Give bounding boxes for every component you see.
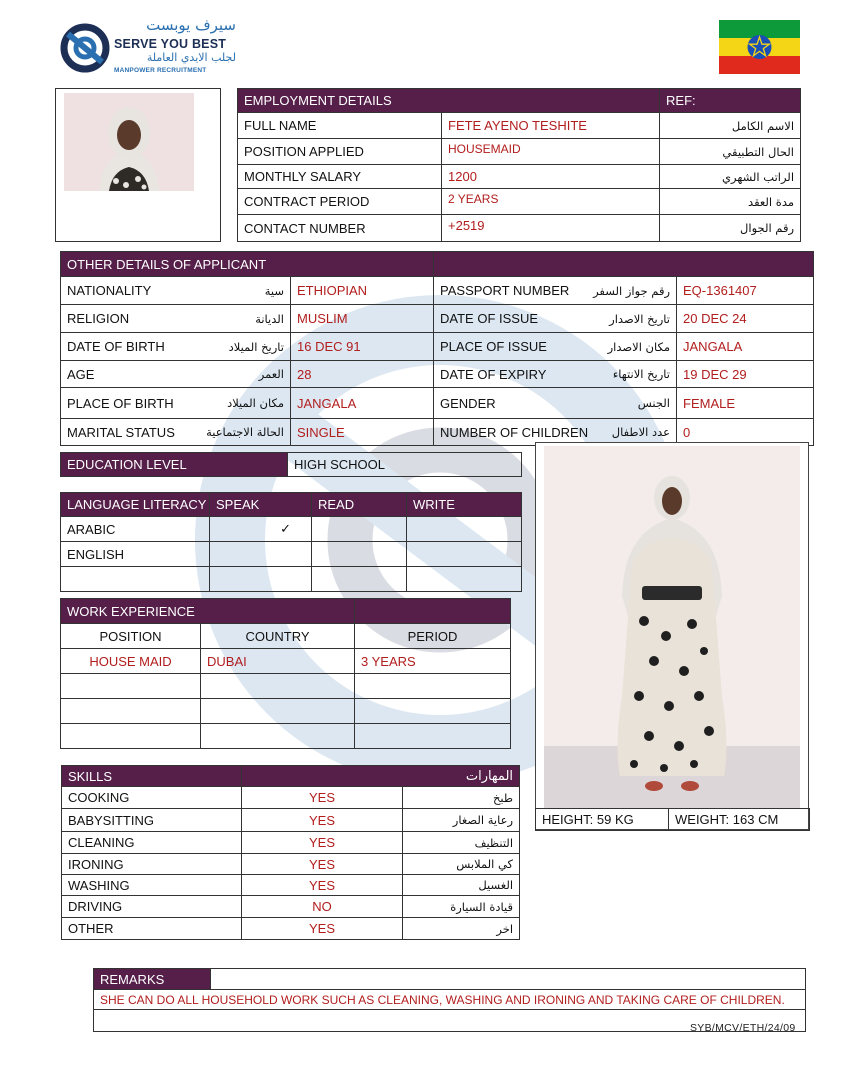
religion-value: MUSLIM bbox=[291, 305, 434, 333]
skill-row bbox=[62, 832, 520, 854]
position-applied-arabic: الحال التطبيقي bbox=[660, 139, 801, 165]
language-row bbox=[61, 567, 522, 592]
date-of-birth-label: DATE OF BIRTH bbox=[67, 339, 165, 354]
gender-arabic: الجنس bbox=[637, 396, 671, 410]
work-period: 3 YEARS bbox=[355, 649, 511, 674]
work-row bbox=[61, 649, 511, 674]
place-of-birth-arabic: مكان الميلاد bbox=[227, 396, 284, 410]
skill-value: YES bbox=[242, 918, 403, 940]
number-of-children-arabic: عدد الاطفال bbox=[611, 425, 671, 439]
full-name-arabic: الاسم الكامل bbox=[660, 113, 801, 139]
height-label: HEIGHT: 59 KG bbox=[536, 809, 669, 831]
work-experience-title: WORK EXPERIENCE bbox=[61, 599, 355, 624]
skill-arabic: اخر bbox=[403, 918, 520, 940]
contract-period-arabic: مدة العقد bbox=[660, 189, 801, 215]
skill-value: YES bbox=[242, 854, 403, 875]
language-row bbox=[61, 542, 522, 567]
read-header: READ bbox=[312, 493, 407, 517]
nationality-arabic: سية bbox=[264, 283, 284, 298]
measurements-table bbox=[535, 808, 810, 831]
other-details-title: OTHER DETAILS OF APPLICANT bbox=[61, 252, 434, 277]
nationality-value: ETHIOPIAN bbox=[291, 277, 434, 305]
ref-label: REF: bbox=[660, 89, 801, 113]
applicant-photo-full bbox=[544, 446, 800, 808]
applicant-photo-small-frame bbox=[55, 88, 221, 242]
place-of-issue-arabic: مكان الاصدار bbox=[607, 339, 671, 354]
marital-status-value: SINGLE bbox=[291, 419, 434, 446]
marital-status-label: MARITAL STATUS bbox=[67, 424, 175, 440]
logo-mark-icon bbox=[58, 20, 112, 76]
skill-name: DRIVING bbox=[62, 896, 242, 918]
skill-name: COOKING bbox=[62, 787, 242, 809]
skill-row bbox=[62, 787, 520, 809]
skill-arabic: رعاية الصغار bbox=[403, 809, 520, 832]
marital-status-arabic: الحالة الاجتماعية bbox=[206, 425, 284, 439]
skill-arabic: طبخ bbox=[403, 787, 520, 809]
applicant-photo-full-frame bbox=[535, 442, 809, 830]
arabic-speak-check-icon: ✓ bbox=[210, 517, 312, 542]
skill-value: NO bbox=[242, 896, 403, 918]
date-of-issue-label: DATE OF ISSUE bbox=[440, 311, 539, 326]
remarks-title: REMARKS bbox=[94, 969, 211, 990]
skill-row bbox=[62, 809, 520, 832]
work-position: HOUSE MAID bbox=[61, 649, 201, 674]
place-of-birth-value: JANGALA bbox=[291, 388, 434, 419]
date-of-birth-value: 16 DEC 91 bbox=[291, 333, 434, 361]
skills-table bbox=[61, 765, 520, 940]
skill-arabic: كي الملابس bbox=[403, 854, 520, 875]
skill-value: YES bbox=[242, 787, 403, 809]
number-of-children-value: 0 bbox=[677, 419, 814, 446]
place-of-issue-label: PLACE OF ISSUE bbox=[440, 339, 547, 354]
employment-details-title: EMPLOYMENT DETAILS bbox=[238, 89, 660, 113]
skill-name: OTHER bbox=[62, 918, 242, 940]
skill-value: YES bbox=[242, 875, 403, 896]
monthly-salary-value: 1200 bbox=[442, 165, 660, 189]
skill-arabic: الغسيل bbox=[403, 875, 520, 896]
applicant-photo-small bbox=[64, 93, 194, 191]
language-literacy-header: LANGUAGE LITERACY bbox=[61, 493, 210, 517]
date-of-birth-arabic: تاريخ الميلاد bbox=[228, 339, 284, 354]
work-experience-table bbox=[60, 598, 511, 749]
work-country: DUBAI bbox=[201, 649, 355, 674]
date-of-issue-value: 20 DEC 24 bbox=[677, 305, 814, 333]
work-row bbox=[61, 699, 511, 724]
logo-english-name: SERVE YOU BEST bbox=[114, 37, 227, 51]
skill-arabic: قيادة السيارة bbox=[403, 896, 520, 918]
number-of-children-label: NUMBER OF CHILDREN bbox=[440, 424, 589, 440]
period-header: PERIOD bbox=[355, 624, 511, 649]
skill-name: BABYSITTING bbox=[62, 809, 242, 832]
contract-period-value: 2 YEARS bbox=[442, 189, 660, 215]
language-name: ENGLISH bbox=[61, 542, 210, 567]
age-value: 28 bbox=[291, 361, 434, 388]
work-row bbox=[61, 674, 511, 699]
skill-name: IRONING bbox=[62, 854, 242, 875]
logo-tagline: MANPOWER RECRUITMENT bbox=[114, 67, 207, 74]
place-of-issue-value: JANGALA bbox=[677, 333, 814, 361]
logo-arabic-name: سيرف يوبست bbox=[146, 16, 236, 34]
speak-header: SPEAK bbox=[210, 493, 312, 517]
skills-title: SKILLS bbox=[62, 766, 242, 787]
skill-row bbox=[62, 896, 520, 918]
language-row bbox=[61, 517, 522, 542]
passport-number-value: EQ-1361407 bbox=[677, 277, 814, 305]
contact-number-value: +2519 bbox=[442, 215, 660, 242]
age-label: AGE bbox=[67, 366, 95, 382]
religion-label: RELIGION bbox=[67, 311, 130, 326]
skill-value: YES bbox=[242, 809, 403, 832]
gender-label: GENDER bbox=[440, 395, 496, 411]
skill-row bbox=[62, 875, 520, 896]
logo-arabic-subtitle: لجلب الايدي العاملة bbox=[146, 51, 236, 64]
passport-number-label: PASSPORT NUMBER bbox=[440, 283, 570, 298]
monthly-salary-label: MONTHLY SALARY bbox=[238, 165, 442, 189]
age-arabic: العمر bbox=[258, 367, 284, 381]
reference-code: SYB/MCV/ETH/24/09 bbox=[690, 1022, 796, 1034]
contact-number-label: CONTACT NUMBER bbox=[238, 215, 442, 242]
religion-arabic: الديانة bbox=[255, 311, 284, 326]
full-name-value: FETE AYENO TESHITE bbox=[442, 113, 660, 139]
position-applied-label: POSITION APPLIED bbox=[238, 139, 442, 165]
skill-name: WASHING bbox=[62, 875, 242, 896]
company-logo bbox=[58, 16, 238, 80]
skill-row bbox=[62, 918, 520, 940]
remarks-text: SHE CAN DO ALL HOUSEHOLD WORK SUCH AS CLEANING, WASHING AND IRONING AND TAKING CARE OF CHILDREN. bbox=[94, 990, 806, 1010]
date-of-issue-arabic: تاريخ الاصدار bbox=[609, 311, 671, 326]
other-details-table bbox=[60, 251, 814, 446]
write-header: WRITE bbox=[407, 493, 522, 517]
nationality-label: NATIONALITY bbox=[67, 283, 152, 298]
education-table bbox=[60, 452, 522, 477]
position-header: POSITION bbox=[61, 624, 201, 649]
skills-title-arabic: المهارات bbox=[242, 766, 520, 787]
date-of-expiry-label: DATE OF EXPIRY bbox=[440, 366, 547, 382]
place-of-birth-label: PLACE OF BIRTH bbox=[67, 395, 174, 411]
work-row bbox=[61, 724, 511, 749]
employment-details-table bbox=[237, 88, 801, 242]
skill-name: CLEANING bbox=[62, 832, 242, 854]
passport-number-arabic: رقم جواز السفر bbox=[593, 283, 671, 298]
monthly-salary-arabic: الراتب الشهري bbox=[660, 165, 801, 189]
language-name: ARABIC bbox=[61, 517, 210, 542]
weight-label: WEIGHT: 163 CM bbox=[669, 809, 810, 831]
gender-value: FEMALE bbox=[677, 388, 814, 419]
contact-number-arabic: رقم الجوال bbox=[660, 215, 801, 242]
skill-value: YES bbox=[242, 832, 403, 854]
language-literacy-table bbox=[60, 492, 522, 592]
date-of-expiry-arabic: تاريخ الانتهاء bbox=[612, 367, 671, 381]
skill-row bbox=[62, 854, 520, 875]
education-level-label: EDUCATION LEVEL bbox=[61, 453, 288, 477]
date-of-expiry-value: 19 DEC 29 bbox=[677, 361, 814, 388]
ethiopia-flag-icon bbox=[719, 20, 800, 74]
country-header: COUNTRY bbox=[201, 624, 355, 649]
education-level-value: HIGH SCHOOL bbox=[288, 453, 522, 477]
full-name-label: FULL NAME bbox=[238, 113, 442, 139]
skill-arabic: التنظيف bbox=[403, 832, 520, 854]
contract-period-label: CONTRACT PERIOD bbox=[238, 189, 442, 215]
position-applied-value: HOUSEMAID bbox=[442, 139, 660, 165]
